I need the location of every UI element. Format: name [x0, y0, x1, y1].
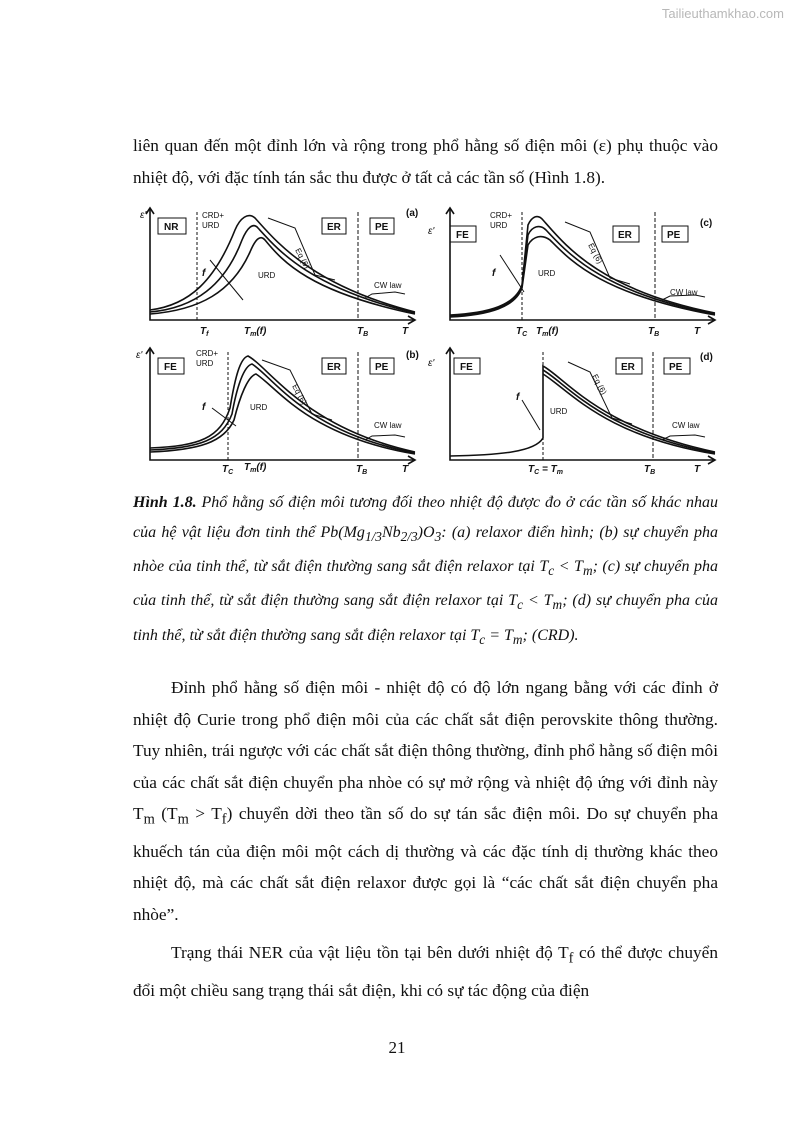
caption-sub: m — [552, 597, 563, 613]
panel-c — [446, 208, 715, 324]
panel-a-urd-label: URD — [202, 221, 220, 230]
page-number: 21 — [388, 1038, 406, 1057]
panel-b-box-right-label: PE — [375, 362, 389, 373]
caption-sub: c — [479, 631, 486, 647]
caption-sub: 3 — [434, 529, 442, 545]
panel-a-cw-brace — [365, 292, 405, 298]
caption-label: Hình 1.8. — [133, 494, 197, 511]
panel-d-box-left-label: FE — [460, 362, 473, 373]
para-sub: m — [177, 811, 189, 828]
para-text: Trạng thái NER của vật liệu tồn tại bên dưới nhiệt độ T — [171, 943, 569, 962]
panel-c-axis-t: T — [694, 326, 701, 337]
para-text: (T — [154, 804, 178, 823]
panel-d-ylabel: ε' — [428, 358, 435, 369]
panel-d-t3-label: $T_B$ — [644, 464, 656, 476]
caption-sub: m — [512, 631, 523, 647]
caption-text: < T — [523, 592, 553, 610]
panel-c-box-left-label: FE — [456, 230, 469, 241]
panel-b-urd2-label: URD — [250, 403, 268, 412]
panel-a-t2-label: $T_m(f)$ — [244, 326, 267, 338]
panel-d-axis-t: T — [694, 464, 701, 475]
panel-c-box-mid-label: ER — [618, 230, 632, 241]
panel-b-t1-label: $T_C$ — [222, 464, 234, 476]
figure-svg — [136, 200, 720, 480]
panel-d-box-mid-label: ER — [621, 362, 635, 373]
caption-text: < T — [554, 558, 583, 576]
para-sub: f — [568, 950, 574, 967]
para-sub: f — [221, 811, 227, 828]
panel-c-t3-label: $T_B$ — [648, 326, 660, 338]
panel-d-curve-1 — [450, 366, 715, 456]
figure-1-8 — [136, 200, 720, 480]
panel-b-box-left-label: FE — [164, 362, 177, 373]
body-paragraph-2 — [133, 937, 718, 1006]
panel-d-box-right-label: PE — [669, 362, 683, 373]
panel-b-axis-t: T — [402, 464, 409, 475]
panel-a-t3-label: $T_B$ — [357, 326, 369, 338]
panel-b-curve-2 — [150, 364, 415, 453]
panel-b-crd-label: CRD+ — [196, 349, 219, 358]
panel-c-crd-label: CRD+ — [490, 211, 513, 220]
caption-sub: 2/3 — [400, 529, 418, 545]
panel-a-crd-label: CRD+ — [202, 211, 225, 220]
panel-d-t1-label: $T_C = T_m$ — [528, 464, 563, 476]
panel-b-urd-label: URD — [196, 359, 214, 368]
caption-sub: c — [517, 597, 524, 613]
panel-b-box-mid-label: ER — [327, 362, 341, 373]
panel-d-curve-2 — [543, 370, 715, 453]
panel-c-tag: (c) — [700, 218, 713, 229]
caption-text: ; (c) sự chuyển pha của tinh thể, từ sắt điện thường sang sắt điện relaxor tại T — [133, 558, 719, 610]
panel-c-box-right-label: PE — [667, 230, 681, 241]
panel-b-tag: (b) — [406, 350, 419, 361]
figure-caption — [133, 488, 718, 655]
panel-b-t2-label: $T_m(f)$ — [244, 462, 267, 474]
panel-d-f-label: f — [516, 392, 520, 403]
panel-a-urd2-label: URD — [258, 271, 276, 280]
para-text: Đỉnh phổ hằng số điện môi - nhiệt độ có độ lớn ngang bằng với các đỉnh ở nhiệt độ Curie trong phổ điện môi của các chất sắt điện perovskite thông thường. Tuy nhiên, trái ngược với các chất sắt điện thông thường, đỉnh phổ hằng số điện môi của các chất sắt điện chuyển pha nhòe có sự mở rộng và nhiệt độ ứng với đỉnh này T — [133, 678, 718, 823]
panel-a-tag: (a) — [406, 208, 419, 219]
caption-text: : (a) relaxor điển hình; (b) sự chuyển pha nhòe của tinh thể, từ sắt điện thường sang sắt điện relaxor tại T — [133, 524, 718, 576]
panel-a-box-left-label: NR — [164, 222, 179, 233]
panel-b-t3-label: $T_B$ — [356, 464, 368, 476]
para-text: có thể được chuyển đổi một chiều sang trạng thái sắt điện, khi có sự tác động của điện — [133, 943, 718, 1000]
panel-c-t1-label: $T_C$ — [516, 326, 528, 338]
caption-sub: 1/3 — [364, 529, 382, 545]
panel-d-eq-label: Eq (6) — [590, 372, 609, 397]
caption-text: ; (d) sự chuyển pha của tinh thể, từ sắt điện thường sang sắt điện relaxor tại T — [133, 592, 719, 644]
para-text: ) chuyển dời theo tần số do sự tán sắc điện môi. Do sự chuyển pha khuếch tán của điện môi một cách dị thường và các đặc tính dị thường khác theo nhiệt độ, mà các chất sắt điện relaxor được gọi là “các chất sắt điện chuyển pha nhòe”. — [133, 804, 718, 924]
panel-b-eq-label: Eq (6) — [290, 382, 309, 407]
panel-c-f-label: f — [492, 268, 496, 279]
panel-b-ylabel: ε' — [136, 350, 143, 361]
panel-a-t1-label: $T_f$ — [200, 326, 209, 338]
panel-a-axis-t: T — [402, 326, 409, 337]
panel-c-f-arrow — [500, 255, 524, 292]
caption-text: )O — [417, 524, 435, 541]
panel-b-f-label: f — [202, 402, 206, 413]
panel-a-f-label: f — [202, 268, 206, 279]
panel-a-cw-label: CW law — [374, 281, 402, 290]
panel-c-t2-label: $T_m(f)$ — [536, 326, 559, 338]
panel-a-eq-label: Eq (6) — [293, 246, 312, 271]
caption-text: Nb — [381, 524, 401, 541]
watermark: Tailieuthamkhao.com — [661, 6, 784, 21]
para-sub: m — [143, 811, 155, 828]
caption-text: = T — [485, 626, 513, 644]
panel-c-cw-label: CW law — [670, 288, 698, 297]
panel-b-cw-label: CW law — [374, 421, 402, 430]
intro-paragraph: liên quan đến một đỉnh lớn và rộng trong phổ hằng số điện môi (ε) phụ thuộc vào nhiệt độ, với đặc tính tán sắc thu được ở tất cả các tần số (Hình 1.8). — [133, 136, 718, 187]
panel-d-f-arrow — [522, 400, 540, 430]
panel-a-ylabel: ε' — [140, 210, 147, 221]
panel-a-box-right-label: PE — [375, 222, 389, 233]
panel-c-ylabel: ε' — [428, 226, 435, 237]
panel-d-cw-label: CW law — [672, 421, 700, 430]
panel-c-urd2-label: URD — [538, 269, 556, 278]
caption-text: Phổ hằng số điện môi tương đối theo nhiệt độ được đo ở các tần số khác nhau của hệ vật liệu đơn tinh thể Pb(Mg — [133, 494, 718, 541]
caption-text: ; (CRD). — [522, 626, 579, 644]
caption-sub: c — [548, 563, 555, 579]
panel-d-tag: (d) — [700, 352, 713, 363]
panel-c-eq-label: Eq (6) — [586, 241, 605, 266]
para-text: > T — [188, 804, 222, 823]
panel-d-urd2-label: URD — [550, 407, 568, 416]
panel-a-box-mid-label: ER — [327, 222, 341, 233]
caption-sub: m — [582, 563, 593, 579]
panel-c-urd-label: URD — [490, 221, 508, 230]
body-paragraph-1 — [133, 672, 718, 930]
